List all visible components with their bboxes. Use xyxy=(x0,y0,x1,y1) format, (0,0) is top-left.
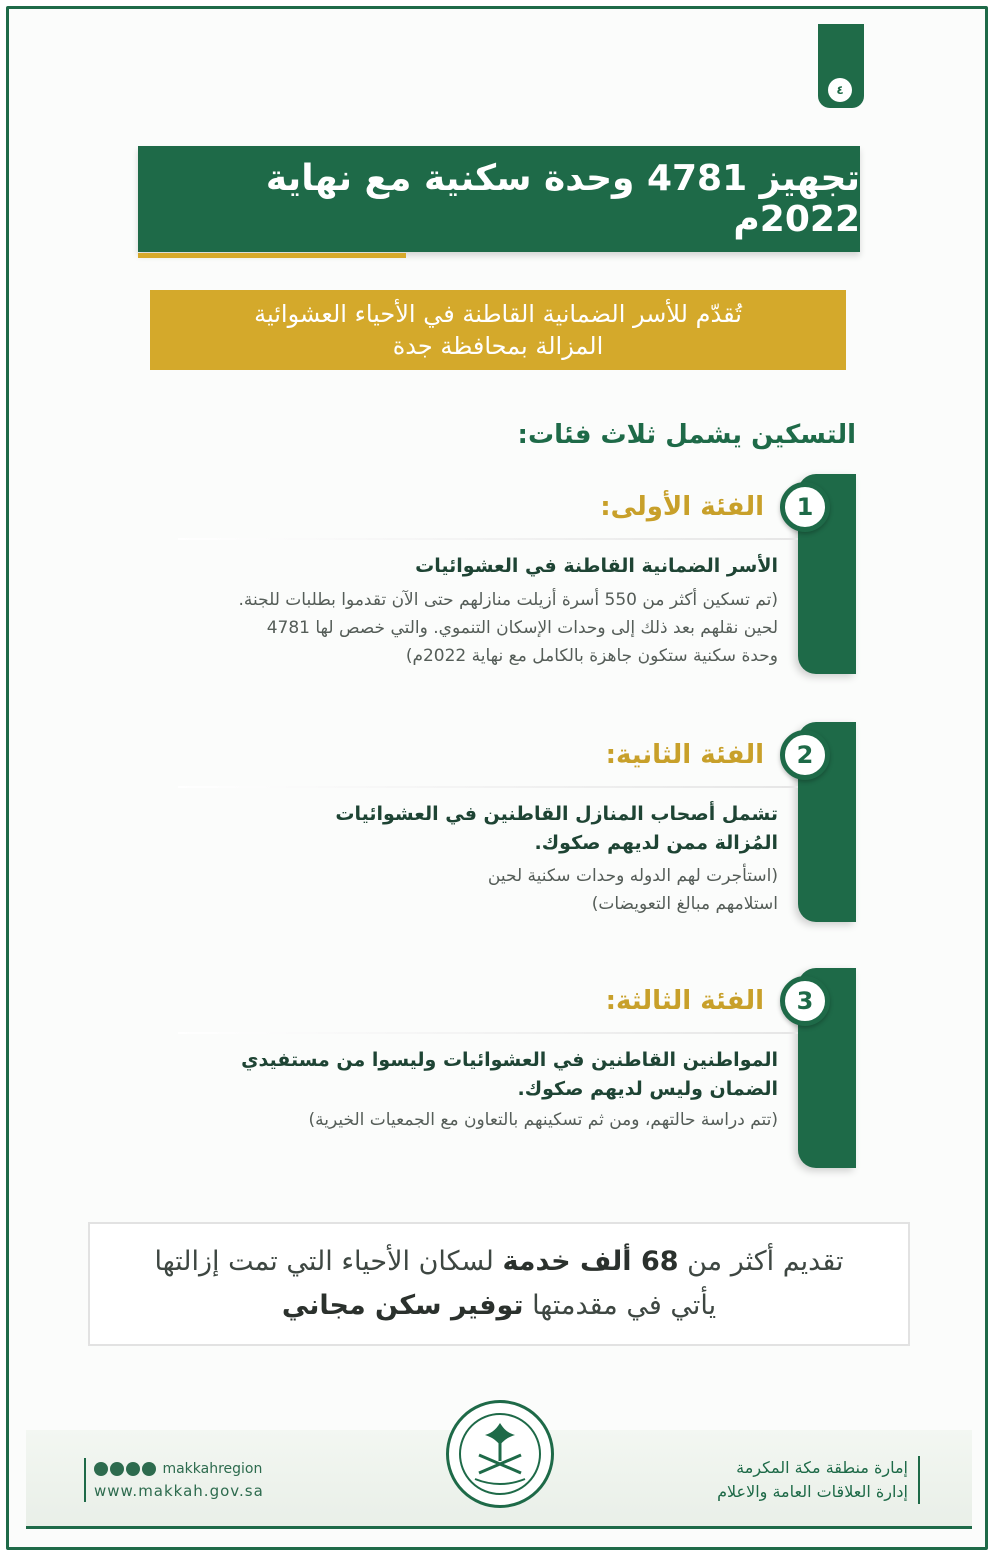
category-title: الفئة الثانية: xyxy=(605,740,764,770)
category-2 xyxy=(166,722,856,922)
social-icons xyxy=(94,1458,158,1480)
subtitle-line-1: تُقدّم للأسر الضمانية القاطنة في الأحياء العشوائية xyxy=(254,300,742,328)
youtube-icon[interactable] xyxy=(126,1462,140,1476)
category-number: 2 xyxy=(780,730,830,780)
category-detail xyxy=(158,586,778,670)
bookmark-ribbon xyxy=(818,24,864,108)
category-number: 3 xyxy=(780,976,830,1026)
social-row xyxy=(94,1458,264,1480)
detail-line: (استأجرت لهم الدوله وحدات سكنية لحين xyxy=(487,866,778,886)
summary-highlight: توفير سكن مجاني xyxy=(281,1290,524,1321)
social-block xyxy=(84,1458,264,1502)
org-line-1: إمارة منطقة مكة المكرمة xyxy=(736,1458,908,1477)
category-1 xyxy=(166,474,856,674)
detail-line: (تم تسكين أكثر من 550 أسرة أزيلت منازلهم حتى الآن تقدموا بطلبات للجنة. xyxy=(238,590,778,610)
org-line-2: إدارة العلاقات العامة والاعلام xyxy=(717,1482,908,1501)
saudi-emblem-icon xyxy=(446,1400,554,1508)
detail-line: استلامهم مبالغ التعويضات) xyxy=(591,894,778,914)
footer-rule xyxy=(26,1526,972,1529)
website-link[interactable]: www.makkah.gov.sa xyxy=(94,1482,264,1500)
detail-line: لحين نقلهم بعد ذلك إلى وحدات الإسكان التنموي. والتي خصص لها 4781 xyxy=(266,618,778,638)
category-3 xyxy=(166,968,856,1168)
detail-line: (تتم دراسة حالتهم، ومن ثم تسكينهم بالتعاون مع الجمعيات الخيرية) xyxy=(308,1110,778,1130)
category-lead: المواطنين القاطنين في العشوائيات وليسوا من مستفيدي الضمان وليس لديهم صكوك. xyxy=(241,1049,778,1100)
social-handle[interactable]: makkahregion xyxy=(162,1461,263,1477)
snapchat-icon[interactable] xyxy=(142,1462,156,1476)
bookmark-badge: ٤ xyxy=(828,78,852,102)
category-lead: الأسر الضمانية القاطنة في العشوائيات xyxy=(415,555,778,577)
subtitle-line-2: المزالة بمحافظة جدة xyxy=(392,332,604,360)
category-number: 1 xyxy=(780,482,830,532)
summary-line-1 xyxy=(90,1240,908,1284)
category-detail xyxy=(158,862,778,918)
subtitle-box xyxy=(150,290,846,370)
organization-names xyxy=(717,1456,920,1504)
section-heading: التسكين يشمل ثلاث فئات: xyxy=(517,420,856,450)
page-title: تجهيز 4781 وحدة سكنية مع نهاية 2022م xyxy=(138,146,860,252)
summary-box xyxy=(88,1222,910,1346)
category-lead: تشمل أصحاب المنازل القاطنين في العشوائيات المُزالة ممن لديهم صكوك. xyxy=(335,803,778,854)
twitter-icon[interactable] xyxy=(94,1462,108,1476)
summary-highlight: 68 ألف خدمة xyxy=(502,1246,679,1277)
instagram-icon[interactable] xyxy=(110,1462,124,1476)
summary-line-2 xyxy=(90,1284,908,1328)
category-divider xyxy=(178,786,798,788)
category-divider xyxy=(178,538,798,540)
summary-text: يأتي في مقدمتها xyxy=(532,1290,717,1321)
title-accent-bar xyxy=(138,253,406,258)
category-divider xyxy=(178,1032,798,1034)
detail-line: وحدة سكنية ستكون جاهزة بالكامل مع نهاية 2022م) xyxy=(405,646,778,666)
category-detail xyxy=(158,1106,778,1134)
summary-text: لسكان الأحياء التي تمت إزالتها xyxy=(154,1246,494,1277)
category-title: الفئة الثالثة: xyxy=(605,986,764,1016)
summary-text: تقديم أكثر من xyxy=(687,1246,844,1277)
category-title: الفئة الأولى: xyxy=(600,492,764,522)
